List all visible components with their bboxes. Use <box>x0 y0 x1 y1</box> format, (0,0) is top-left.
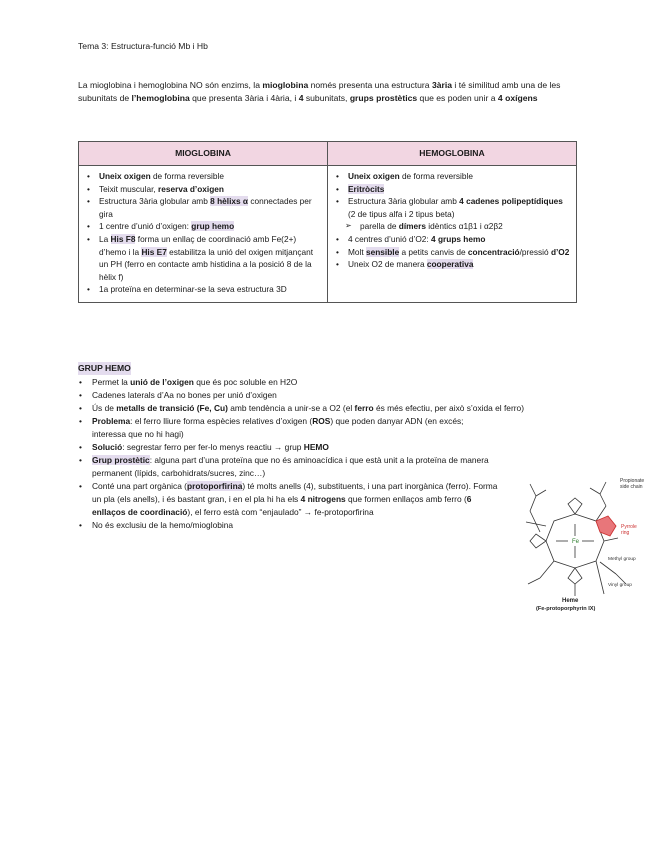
list-item <box>85 170 321 183</box>
bold-text: 4 nitrogens <box>300 494 346 505</box>
highlight-text: sensible <box>365 246 400 257</box>
header-mioglobina: MIOGLOBINA <box>79 142 328 166</box>
vinyl-label: Vinyl group <box>608 583 632 588</box>
list-item <box>78 454 498 480</box>
hemoglobina-list <box>334 170 570 271</box>
bold-text: 4 grups hemo <box>431 234 486 245</box>
text: Uneix O2 de manera <box>348 259 427 270</box>
text: No és exclusiu de la hemo/mioglobina <box>92 520 234 531</box>
list-subitem <box>334 220 570 233</box>
list-item <box>85 283 321 296</box>
text: de forma reversible <box>399 171 473 181</box>
intro-bold: 4 <box>298 93 304 104</box>
bold-text: 4 cadenes polipeptídiques <box>459 196 563 207</box>
text: : segrestar ferro per fer-lo menys reactiu → grup <box>122 441 304 452</box>
highlight-text: His F8 <box>110 234 136 245</box>
highlight-text: cooperativa <box>426 259 474 270</box>
pyrrole-label: Pyrrole <box>621 524 637 530</box>
fe-label: Fe <box>572 539 580 545</box>
intro-text: La mioglobina i hemoglobina NO són enzims, la <box>78 80 263 90</box>
bold-text: Uneix oxigen <box>99 171 151 181</box>
list-item <box>78 415 498 441</box>
list-item <box>78 480 498 519</box>
intro-text: que es poden unir a <box>417 93 498 104</box>
text: ), el ferro està com “enjaulado” → fe-protoporfirina <box>187 507 374 518</box>
intro-bold: mioglobina <box>262 80 309 90</box>
intro-text: que presenta 3ària i 4ària, i <box>189 93 299 104</box>
pyrrole-ring-highlight <box>596 516 616 536</box>
text: 4 centres d’unió d’O2: <box>348 234 432 245</box>
methyl-label: Methyl group <box>608 557 636 562</box>
intro-bold: grups prostètics <box>349 93 418 104</box>
propionate-label: Propionate <box>620 478 645 484</box>
list-item <box>78 519 498 532</box>
text: ) que poden danyar ADN (en excés; interessa que no hi hagi) <box>92 415 464 439</box>
figure-caption: (Fe-protoporphyrin IX) <box>536 606 596 612</box>
intro-text: subunitats, <box>303 93 350 104</box>
heme-structure-figure <box>500 466 650 616</box>
text: parella de <box>360 221 399 232</box>
grup-hemo-list <box>78 376 524 532</box>
text: idèntics α1β1 i α2β2 <box>425 221 503 232</box>
bold-text: Problema <box>92 415 131 426</box>
text: Cadenes laterals d’Aa no bones per unió d’oxigen <box>92 389 277 400</box>
text: (2 de tipus alfa i 2 tipus beta) <box>348 208 455 219</box>
highlight-text: grup hemo <box>191 221 235 232</box>
list-item <box>334 258 570 271</box>
section-heading: GRUP HEMO <box>78 363 131 373</box>
list-item <box>85 233 321 283</box>
text: Ús de <box>92 402 117 413</box>
side-chain-label: side chain <box>620 484 643 490</box>
text: de forma reversible <box>150 171 224 181</box>
text: connectades per gira <box>99 196 312 219</box>
text: Molt <box>348 246 366 257</box>
ring-label: ring <box>621 530 630 536</box>
mioglobina-list <box>85 170 321 296</box>
text: forma un enllaç de coordinació amb Fe(2+) d’hemo i la <box>99 234 297 257</box>
intro-bold: l’hemoglobina <box>131 93 190 104</box>
table-row <box>79 166 577 303</box>
text: La <box>99 234 111 245</box>
bold-text: 6 enllaços de coordinació <box>92 494 472 518</box>
bold-text: ferro <box>354 402 374 413</box>
text: 1 centre d’unió d’oxigen: <box>99 221 192 232</box>
list-item <box>85 220 321 233</box>
bold-text: Solució <box>92 441 123 452</box>
text: ) té molts anells (4), substituents, i una part inorgànica (ferro). Forma un pla (els anells), i és bastant gran, i en el pla hi ha els <box>92 481 498 505</box>
bold-text: metalls de transició (Fe, Cu) <box>116 402 228 413</box>
text: és més efectiu, per això s’oxida el ferro) <box>373 402 524 413</box>
intro-paragraph <box>78 79 578 106</box>
comparison-table <box>78 141 577 303</box>
highlight-text: 8 hèlixs α <box>210 196 249 207</box>
header-hemoglobina: HEMOGLOBINA <box>328 142 577 166</box>
text: Estructura 3ària globular amb <box>348 196 460 207</box>
list-item <box>334 233 570 246</box>
heme-diagram <box>500 466 650 616</box>
bold-text: unió de l’oxigen <box>130 376 194 387</box>
list-item <box>334 183 570 196</box>
table-header-row <box>79 142 577 166</box>
list-item <box>85 183 321 196</box>
page-title: Tema 3: Estructura-funció Mb i Hb <box>78 41 208 51</box>
bold-text: reserva d’oxigen <box>158 183 224 194</box>
text: que és poc soluble en H2O <box>193 376 298 387</box>
hemoglobina-cell <box>328 166 577 303</box>
list-item <box>78 402 578 415</box>
text: Teixit muscular, <box>99 183 159 194</box>
bold-text: Uneix oxigen <box>348 171 400 181</box>
text: : el ferro lliure forma espècies relatives d’oxigen ( <box>130 415 313 426</box>
bold-text: d’O2 <box>550 246 570 257</box>
text: 1a proteïna en determinar-se la seva estructura 3D <box>99 284 287 295</box>
text: : alguna part d’una proteïna que no és aminoacídica i que està unit a la proteïna de manera permanent (lípids, carbohidrats/sucres, zinc…) <box>92 454 489 478</box>
text: que formen enllaços amb ferro ( <box>345 494 467 505</box>
text: Conté una part orgànica ( <box>92 481 187 492</box>
text: a petits canvis de <box>399 246 468 257</box>
text: Permet la <box>92 376 131 387</box>
text: Estructura 3ària globular amb <box>99 196 211 207</box>
bold-text: concentració <box>467 246 520 257</box>
heme-label: Heme <box>562 598 579 604</box>
intro-text: i té similitud amb una de les subunitats de <box>78 80 561 104</box>
text: /pressió <box>519 246 551 257</box>
intro-text: només presenta una estructura <box>308 80 432 90</box>
text: amb tendència a unir-se a O2 (el <box>227 402 355 413</box>
highlight-text: protoporfirina <box>186 481 243 492</box>
list-item <box>334 195 570 220</box>
highlight-text: Grup prostètic <box>92 454 150 465</box>
list-item <box>334 170 570 183</box>
bold-text: dímers <box>398 221 426 232</box>
list-item <box>85 195 321 220</box>
list-item <box>78 389 498 402</box>
bold-text: ROS <box>312 415 331 426</box>
list-item <box>78 376 498 389</box>
grup-hemo-section <box>78 362 524 532</box>
mioglobina-cell <box>79 166 328 303</box>
list-item <box>334 246 570 259</box>
text: estabilitza la unió del oxigen mitjançant un PH (ferro en contacte amb histidina a la posició 8 de la hèlix f) <box>99 246 314 282</box>
bold-text: HEMO <box>303 441 329 452</box>
intro-bold: 3ària <box>431 80 453 90</box>
highlight-text: His E7 <box>141 246 167 257</box>
intro-bold: 4 oxígens <box>497 93 538 104</box>
list-item <box>78 441 498 454</box>
highlight-text: Eritròcits <box>348 183 385 194</box>
